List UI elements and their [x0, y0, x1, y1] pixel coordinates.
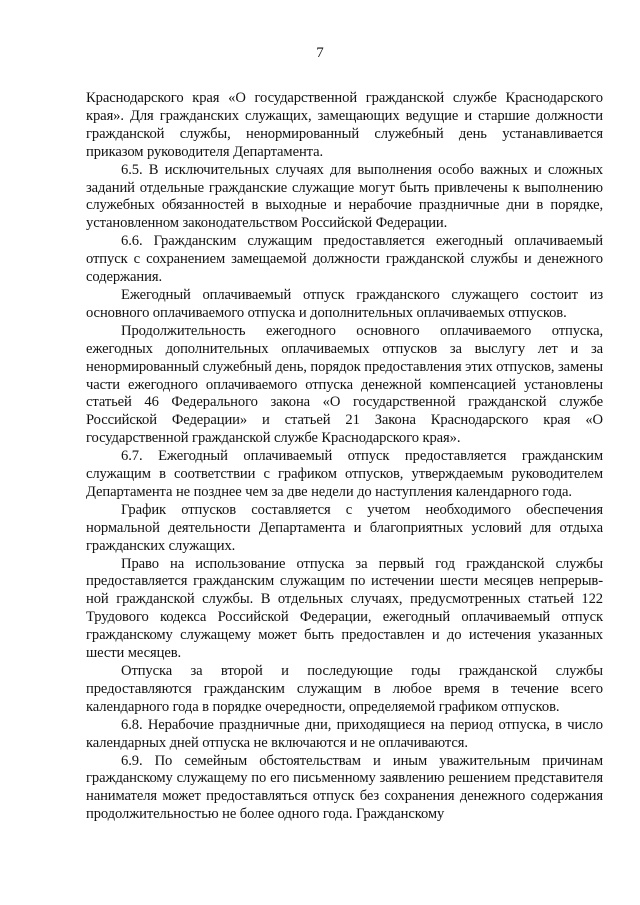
paragraph-6-7: 6.7. Ежегодный оплачиваемый отпуск предоставляется гражданским служащим в соответствии с графиком отпусков, утверждаемым руководителем Департамента не позднее чем за две недели до наступления календарного года.: [86, 448, 603, 500]
paragraph-leave-duration: Продолжительность ежегодного основного оплачиваемого отпуска, ежегодных дополнительных оплачиваемых отпусков за выслугу лет и за ненормированный служебный день, порядок предоставления этих отпусков, замены части ежегодного оплачиваемого отпуска денежной компенсацией установлены статьей 46 Федерального закона «О государственной гражданской службе Российской Федерации» и статьей 21 Закона Краснодарского края «О государственной гражданской службе Краснодарского края».: [86, 322, 603, 447]
paragraph-6-5: 6.5. В исключительных случаях для выполнения особо важных и сложных заданий отдельные гражданские служащие могут быть привлечены к выполнению служебных обязанностей в выходные и нерабочие праздничные дни в порядке, установленном законодательством Российской Федерации.: [86, 161, 603, 232]
paragraph-leave-schedule: График отпусков составляется с учетом необходимого обеспечения нормальной деятельности Департамента и благоприятных условий для отдыха гражданских служащих.: [86, 501, 603, 554]
paragraph-6-8: 6.8. Нерабочие праздничные дни, приходящиеся на период отпуска, в число календарных дней отпуска не включаются и не оплачиваются.: [86, 716, 603, 751]
paragraph-annual-leave-composition: Ежегодный оплачиваемый отпуск гражданского служащего состоит из основного оплачиваемого отпуска и дополнительных оплачиваемых отпусков.: [86, 286, 603, 321]
paragraph-6-9: 6.9. По семейным обстоятельствам и иным уважительным причинам гражданскому служащему по его письменному заявлению решением представителя нанимателя может предоставляться отпуск без сохранения денежного содержания продолжительностью не более одного года. Гражданскому: [86, 752, 603, 823]
paragraph-subsequent-years-leave: Отпуска за второй и последующие годы гражданской службы предоставляются гражданским служащим в любое время в течение всего календарного года в порядке очередности, определяемой графиком отпусков.: [86, 663, 603, 715]
page-number: 7: [316, 45, 324, 61]
paragraph-continuation: Краснодарского края «О государственной гражданской службе Краснодарского края». Для гражданских служащих, замещающих ведущие и старшие должности гражданской службы, ненормированный служебный день устанавливается приказом руководителя Департамента.: [86, 90, 603, 160]
document-body: [86, 90, 603, 824]
paragraph-first-year-leave: Право на использование отпуска за первый год гражданской службы предоставляется гражданским служащим по истечении шести месяцев непрерыв-ной гражданской службы. В отдельных случаях, предусмотренных статьей 122 Трудового кодекса Российской Федерации, ежегодный оплачиваемый отпуск гражданскому служащему может быть предоставлен и до истечения указанных шести месяцев.: [86, 555, 603, 662]
paragraph-6-6: 6.6. Гражданским служащим предоставляется ежегодный оплачиваемый отпуск с сохранением замещаемой должности гражданской службы и денежного содержания.: [86, 233, 603, 286]
